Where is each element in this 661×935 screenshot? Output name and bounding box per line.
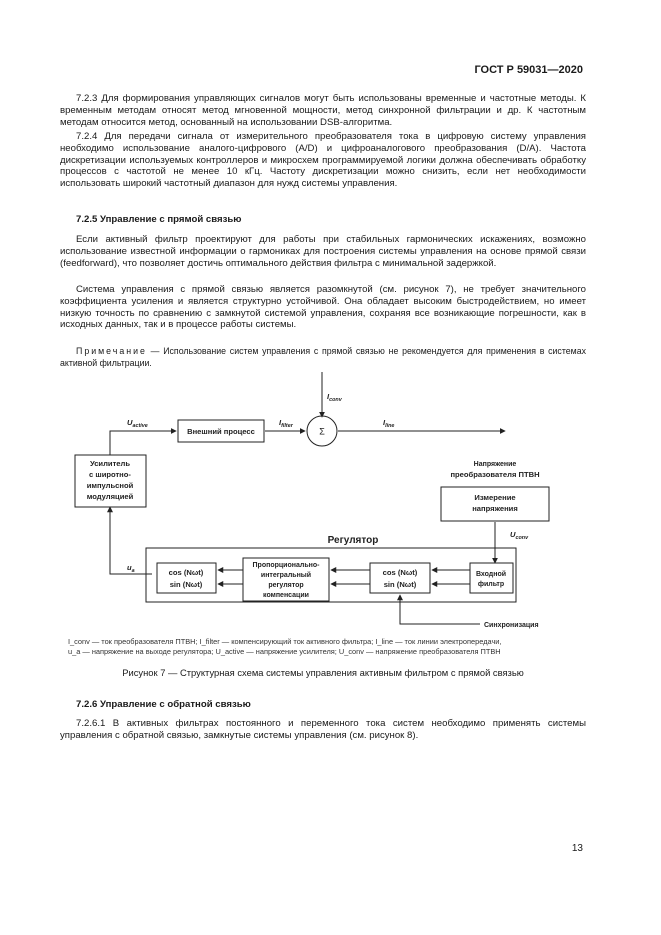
block-input-filter xyxy=(470,563,513,593)
figure-legend-line-1: I_conv — ток преобразователя ПТВН; I_filter — компенсирующий ток активного фильтра; I_line — ток линии электропередачи, xyxy=(68,637,502,646)
paragraph-7-2-5-a: Если активный фильтр проектируют для работы при стабильных гармонических искажениях, возможно использование известной информации о гармониках для построения системы управления на основе прямой связи (feedforward), что позволяет достичь оптимального действия фильтра с минимальной задержкой. xyxy=(60,234,586,269)
text-pi-2: интегральный xyxy=(260,572,312,579)
label-u-active: $U_{active}$ xyxy=(127,418,148,429)
label-i-line: $I_{line}$ xyxy=(383,418,395,429)
text-trig-right-2: sin (Nωt) xyxy=(383,580,417,589)
text-meas-title-2: преобразователя ПТВН xyxy=(450,470,540,479)
figure-caption: Рисунок 7 — Структурная схема системы управления активным фильтром с прямой связью xyxy=(122,667,524,678)
text-input-filter-2: фильтр xyxy=(477,581,505,588)
standard-header: ГОСТ Р 59031—2020 xyxy=(474,64,583,76)
label-i-conv-top: $I_{conv}$ xyxy=(327,392,342,403)
text-input-filter-1: Входной xyxy=(475,571,507,578)
heading-7-2-6: 7.2.6 Управление с обратной связью xyxy=(76,699,251,710)
label-i-filter: $I_{filter}$ xyxy=(279,418,293,429)
text-pi-3: регулятор xyxy=(268,582,304,589)
text-sync: Синхронизация xyxy=(484,622,539,629)
text-pi-4: компенсации xyxy=(263,592,309,599)
note-text: — Использование систем управления с прямой связью не рекомендуется для применения в системах активной фильтрации. xyxy=(60,346,586,368)
text-pi-1: Пропорционально- xyxy=(252,562,320,569)
text-amp-3: импульсной xyxy=(86,481,134,490)
text-meas-1: Измерение xyxy=(474,493,516,502)
feedforward-control-diagram xyxy=(0,367,661,637)
paragraph-7-2-6-1: 7.2.6.1 В активных фильтрах постоянного и переменного тока систем необходимо применять системы управления с обратной связью, замкнутые системы управления (см. рисунок 8). xyxy=(60,718,586,741)
figure-legend-line-2: u_a — напряжение на выходе регулятора; U_active — напряжение усилителя; U_conv — напряжение преобразователя ПТВН xyxy=(68,647,501,656)
paragraph-7-2-5-b: Система управления с прямой связью является разомкнутой (см. рисунок 7), не требует значительного коэффициента усиления и является структурно устойчивой. Она обладает высоким быстродействием, но имеет низкую точность по сравнению с замкнутой системой управления, сохраняя все возникающие погрешности, как в исходных данных, так и в процессе работы системы. xyxy=(60,284,586,331)
heading-7-2-5: 7.2.5 Управление с прямой связью xyxy=(76,214,242,225)
sigma-symbol: Σ xyxy=(319,426,325,437)
text-trig-left-2: sin (Nωt) xyxy=(169,580,203,589)
note-label: Примечание xyxy=(76,346,147,356)
regulator-title: Регулятор xyxy=(327,535,379,546)
text-amp-2: с широтно- xyxy=(89,470,131,479)
text-trig-left-1: cos (Nωt) xyxy=(168,568,204,577)
paragraph-7-2-4: 7.2.4 Для передачи сигнала от измерительного преобразователя тока в цифровую систему управления необходимо использование аналого-цифрового (A/D) и цифроаналогового преобразования (D/A). Частота дискретизации используемых контроллеров и микросхем программируемой логики должна обеспечивать обработку процессов с частотой не менее 10 кГц. Частоту дискретизации можно снизить, если нет необходимости использовать широкий частотный диапазон для нужд системы управления. xyxy=(60,131,586,190)
label-u-a: $u_a$ xyxy=(127,563,135,574)
text-meas-title-1: Напряжение xyxy=(473,461,517,468)
text-trig-right-1: cos (Nωt) xyxy=(382,568,418,577)
text-amp-1: Усилитель xyxy=(89,459,131,468)
line-sync-to-trig xyxy=(400,595,480,624)
text-amp-4: модуляцией xyxy=(86,492,134,501)
text-external-process: Внешний процесс xyxy=(187,427,255,436)
paragraph-7-2-3: 7.2.3 Для формирования управляющих сигналов могут быть использованы временные и частотные методы. К временным методам относят метод мгновенной мощности, метод синхронной фильтрации и др. К частотным методам относится метод, основанный на использовании DSB-алгоритма. xyxy=(60,93,586,128)
text-meas-2: напряжения xyxy=(472,504,518,513)
page-number: 13 xyxy=(571,843,583,854)
label-u-conv: $U_{conv}$ xyxy=(510,530,529,541)
line-amp-to-process xyxy=(110,431,176,455)
